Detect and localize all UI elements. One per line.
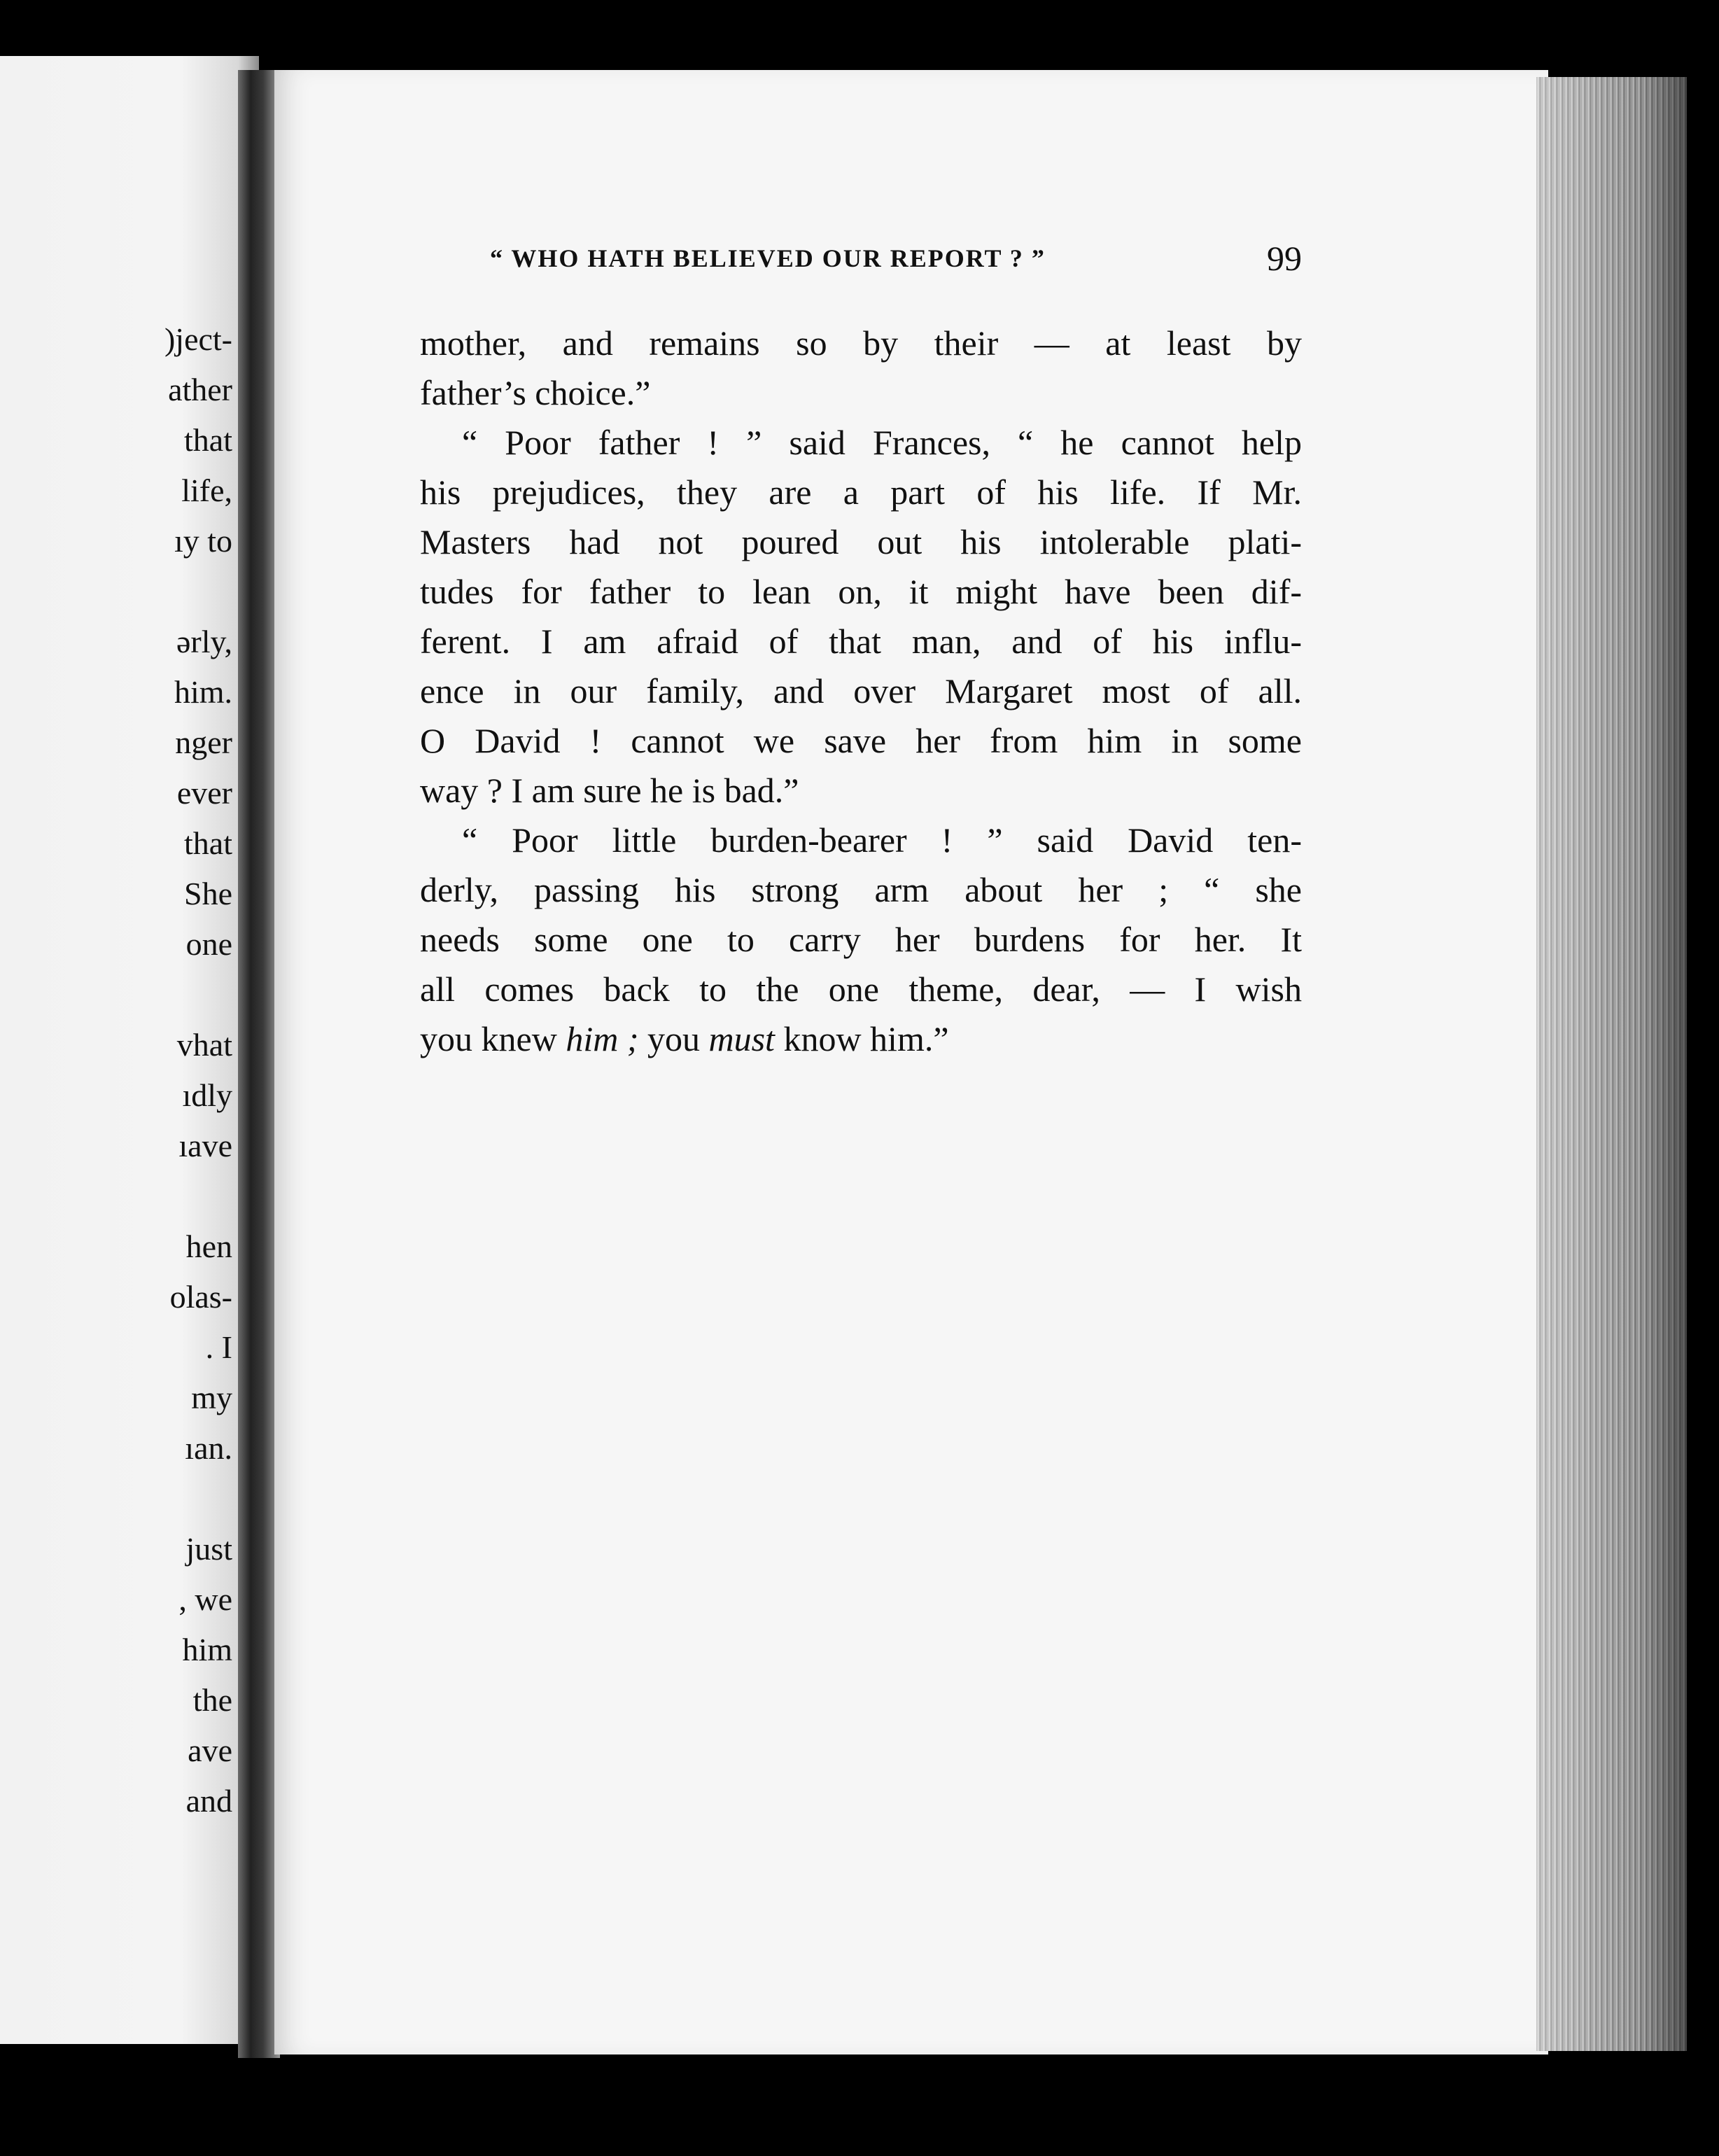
left-facing-page xyxy=(0,56,259,2044)
running-head xyxy=(490,238,1302,280)
italic-text: must xyxy=(708,1019,775,1058)
text-line: father’s choice.” xyxy=(420,373,651,412)
left-fragment: ave xyxy=(188,1732,232,1768)
text-line: Masters had not poured out his intolerable plati- xyxy=(420,522,1302,561)
text-line: mother, and remains so by their — at least by xyxy=(420,323,1302,363)
text-run: you knew xyxy=(420,1019,566,1058)
text-line: way ? I am sure he is bad.” xyxy=(420,771,799,810)
left-fragment: life, xyxy=(181,472,232,508)
running-head-title: “ WHO HATH BELIEVED OUR REPORT ? ” xyxy=(490,244,1046,272)
left-fragment: ərly, xyxy=(176,624,232,659)
left-fragment: hen xyxy=(185,1228,232,1264)
left-fragment: that xyxy=(184,825,232,861)
text-line: “ Poor little burden-bearer ! ” said David ten- xyxy=(462,820,1302,860)
text-line: derly, passing his strong arm about her ; “ she xyxy=(420,870,1302,909)
left-fragment: ıy to xyxy=(174,523,232,559)
text-line: O David ! cannot we save her from him in some xyxy=(420,721,1302,760)
left-fragment: . I xyxy=(205,1329,232,1365)
page-number: 99 xyxy=(1267,239,1302,278)
text-line: needs some one to carry her burdens for her. It xyxy=(420,920,1302,959)
text-line: ence in our family, and over Margaret most of all. xyxy=(420,671,1302,710)
left-fragment: and xyxy=(185,1783,232,1819)
left-fragment: ıave xyxy=(178,1128,232,1163)
left-fragment: olas- xyxy=(169,1279,232,1315)
left-fragment: one xyxy=(185,926,232,962)
left-fragment: ather xyxy=(168,372,232,407)
text-line-last xyxy=(420,1018,1302,1060)
italic-text: him ; xyxy=(566,1019,639,1058)
left-fragment: vhat xyxy=(176,1027,232,1063)
left-fragment: She xyxy=(184,876,232,911)
left-fragment: ever xyxy=(176,775,232,811)
right-page xyxy=(274,70,1548,2054)
book-gutter xyxy=(238,70,280,2058)
left-fragment: , we xyxy=(178,1581,232,1617)
left-fragment: just xyxy=(185,1531,232,1567)
text-run: know him.” xyxy=(774,1019,949,1058)
page-fore-edge-shade xyxy=(1536,77,1687,2051)
left-fragment: that xyxy=(184,422,232,458)
left-fragment: my xyxy=(191,1380,232,1415)
left-fragment: the xyxy=(192,1682,232,1718)
left-fragment: nger xyxy=(175,724,232,760)
left-fragment: ıan. xyxy=(185,1430,232,1466)
left-fragment: ıdly xyxy=(182,1077,232,1113)
text-line: ferent. I am afraid of that man, and of his influ- xyxy=(420,622,1302,661)
text-line: tudes for father to lean on, it might have been dif- xyxy=(420,572,1302,611)
left-fragment: him. xyxy=(174,674,232,710)
text-run: you xyxy=(638,1019,709,1058)
text-line: all comes back to the one theme, dear, — I wish xyxy=(420,969,1302,1009)
left-fragment: him xyxy=(182,1632,232,1667)
text-line: “ Poor father ! ” said Frances, “ he cannot help xyxy=(462,423,1302,462)
left-fragment: )ject- xyxy=(164,321,232,357)
text-line: his prejudices, they are a part of his life. If Mr. xyxy=(420,472,1302,512)
